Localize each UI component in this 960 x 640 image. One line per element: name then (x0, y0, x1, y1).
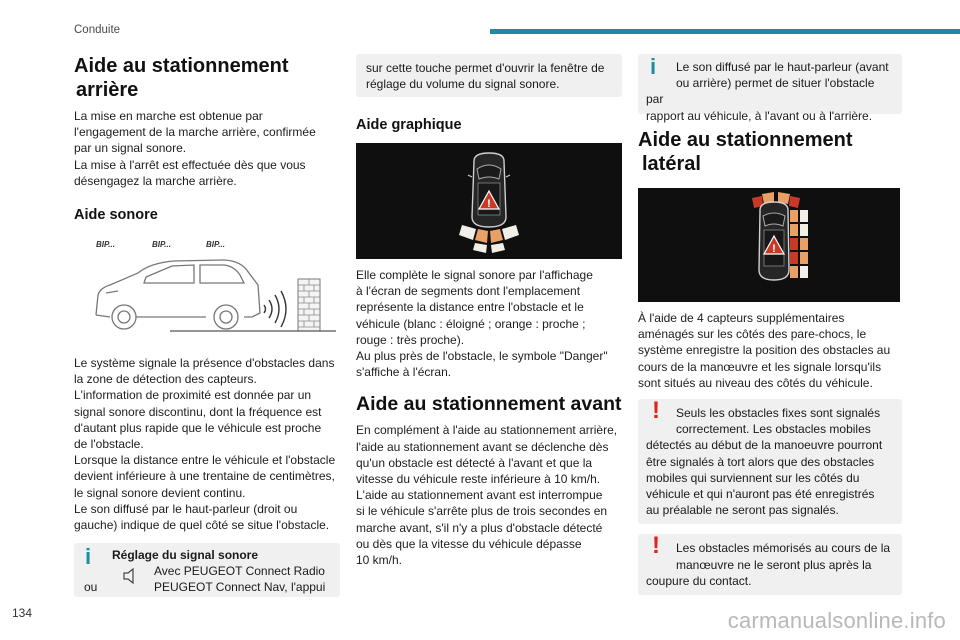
rear-parking-intro (74, 108, 340, 189)
sound-aid-text (74, 355, 340, 533)
sound-text-line: signal sonore discontinu, dont la fréquence est (74, 404, 322, 419)
warning-line: mobiles qui surviennent sur les côtés du (646, 470, 860, 485)
front-text-line: marche avant, s'il n'y a plus d'obstacle détecté (356, 520, 603, 535)
front-text-line: L'aide au stationnement avant est interrompue (356, 488, 603, 503)
sound-waves (264, 291, 286, 327)
sound-settings-title: Réglage du signal sonore (112, 548, 259, 563)
warning-line: coupure du contact. (646, 573, 752, 588)
front-text-line: ou dès que la vitesse du véhicule dépasse (356, 536, 582, 551)
column-graphic-front (356, 54, 622, 568)
column-lateral-parking (638, 54, 902, 595)
graphic-text-line: à l'écran de segments dont l'emplacement (356, 284, 581, 299)
sound-settings-line1: Avec PEUGEOT Connect Radio (154, 564, 325, 579)
rear-parking-title-line1: Aide au stationnement (74, 55, 289, 77)
rear-intro-line: désengagez la marche arrière. (74, 173, 237, 188)
car-reversing-illustration (74, 233, 340, 349)
warning-icon: ! (652, 532, 660, 560)
bip-label: BIP... (206, 240, 225, 250)
front-text-line: qu'un obstacle est détecté à l'avant et que la (356, 455, 593, 470)
brick-wall (298, 279, 320, 331)
sound-text-line: la zone de détection des capteurs. (74, 372, 257, 387)
svg-text:!: ! (772, 243, 776, 255)
svg-text:!: ! (487, 198, 491, 210)
warning-line: Les obstacles mémorisés au cours de la (676, 541, 891, 556)
front-parking-title: Aide au stationnement avant (356, 393, 622, 416)
rear-intro-line: La mise à l'arrêt est effectuée dès que vous (74, 157, 306, 172)
warning-line: être signalés à tort alors que des obstacles (646, 454, 875, 469)
warning-line: correctement. Les obstacles mobiles (676, 422, 871, 437)
rear-intro-line: par un signal sonore. (74, 141, 187, 156)
graphic-text-line: représente la distance entre l'obstacle et le (356, 300, 584, 315)
sound-text-line: d'autant plus rapide que le véhicule est proche (74, 420, 322, 435)
graphic-text-line: véhicule (blanc : éloigné ; orange : proche ; (356, 316, 586, 331)
info-icon: i (85, 544, 92, 570)
info-icon: i (650, 54, 657, 79)
sound-text-line: gauche) indique de quel côté se situe l'obstacle. (74, 518, 330, 533)
front-text-line: l'aide au stationnement avant se déclenche dès (356, 439, 609, 454)
front-text-line: 10 km/h. (356, 553, 403, 568)
sound-text-line: de l'obstacle. (74, 437, 144, 452)
rear-display-image (356, 143, 622, 259)
lateral-text-line: sont situés au niveau des côtés du véhicule. (638, 375, 873, 390)
warning-line: véhicule et qui n'auront pas été enregistrés (646, 487, 875, 502)
front-text-line: En complément à l'aide au stationnement arrière, (356, 423, 618, 438)
lateral-parking-title-line1: Aide au stationnement (638, 129, 853, 151)
fixed-obstacles-warning-box (638, 399, 902, 524)
bip-label: BIP... (96, 240, 115, 250)
graphic-aid-text (356, 267, 622, 380)
sound-settings-or: ou (84, 580, 98, 595)
column-rear-parking (74, 54, 340, 597)
warning-line: au préalable ne seront pas signalés. (646, 503, 839, 518)
lateral-text-line: aménagés sur les côtés des pare-chocs, le (638, 327, 867, 342)
front-parking-text (356, 422, 622, 568)
warning-line: détectés au début de la manoeuvre pourront (646, 438, 883, 453)
lateral-parking-text (638, 310, 902, 391)
sound-settings-cont-line: sur cette touche permet d'ouvrir la fenêtre de (366, 61, 605, 75)
header-accent-bar (490, 29, 960, 34)
speaker-info-line: Le son diffusé par le haut-parleur (avant (676, 60, 889, 74)
sound-settings-info-box (74, 543, 340, 597)
speaker-info-line: ou arrière) permet de situer l'obstacle par (646, 76, 875, 107)
speaker-info-line: rapport au véhicule, à l'avant ou à l'arrière. (646, 108, 873, 123)
graphic-text-line: rouge : très proche). (356, 332, 465, 347)
warning-icon: ! (652, 397, 660, 425)
section-label: Conduite (74, 24, 121, 36)
rear-intro-line: l'engagement de la marche arrière, confirmée (74, 125, 316, 140)
front-text-line: vitesse du véhicule reste inférieure à 10 km/h. (356, 472, 601, 487)
lateral-text-line: À l'aide de 4 capteurs supplémentaires (638, 311, 845, 325)
warning-line: Seuls les obstacles fixes sont signalés (676, 406, 881, 421)
front-text-line: si le véhicule s'arrête plus de trois secondes en (356, 504, 608, 519)
page-number: 134 (12, 606, 33, 620)
rear-parking-title (74, 54, 340, 102)
rear-parking-title-line2: arrière (76, 79, 139, 101)
bip-label: BIP... (152, 240, 171, 250)
sound-text-line: Le son diffusé par le haut-parleur (droit ou (74, 501, 298, 516)
sound-settings-info-box-continued (356, 54, 622, 97)
graphic-text-line: Au plus près de l'obstacle, le symbole "Danger" (356, 349, 608, 364)
sound-text-line: devient inférieure à une trentaine de centimètres, (74, 469, 335, 484)
memorized-obstacles-warning-box (638, 534, 902, 595)
sound-aid-heading: Aide sonore (74, 207, 158, 224)
speaker-button-icon (122, 567, 138, 585)
rear-intro-line: La mise en marche est obtenue par (74, 109, 263, 123)
lateral-parking-title (638, 128, 902, 176)
watermark: carmanualsonline.info (727, 608, 946, 633)
sound-settings-cont-line: réglage du volume du signal sonore. (366, 77, 560, 92)
sound-text-line: Lorsque la distance entre le véhicule et l'obstacle (74, 453, 336, 468)
sound-text-line: Le système signale la présence d'obstacles dans (74, 356, 335, 371)
lateral-text-line: système enregistre la position des obstacles au (638, 343, 891, 358)
lateral-parking-title-line2: latéral (642, 153, 701, 175)
lateral-text-line: cours de la manœuvre et les signale lorsqu'ils (638, 359, 882, 374)
graphic-text-line: Elle complète le signal sonore par l'affichage (356, 268, 593, 282)
sound-text-line: le signal sonore devient continu. (74, 485, 246, 500)
sound-text-line: L'information de proximité est donnée par un (74, 388, 312, 403)
sound-settings-line2: PEUGEOT Connect Nav, l'appui (154, 580, 326, 595)
lateral-display-image (638, 188, 900, 302)
warning-line: manœuvre ne le seront plus après la (676, 557, 872, 572)
speaker-info-box (638, 54, 902, 123)
graphic-aid-heading: Aide graphique (356, 117, 462, 133)
car-outline (96, 260, 260, 329)
graphic-text-line: s'affiche à l'écran. (356, 365, 452, 380)
